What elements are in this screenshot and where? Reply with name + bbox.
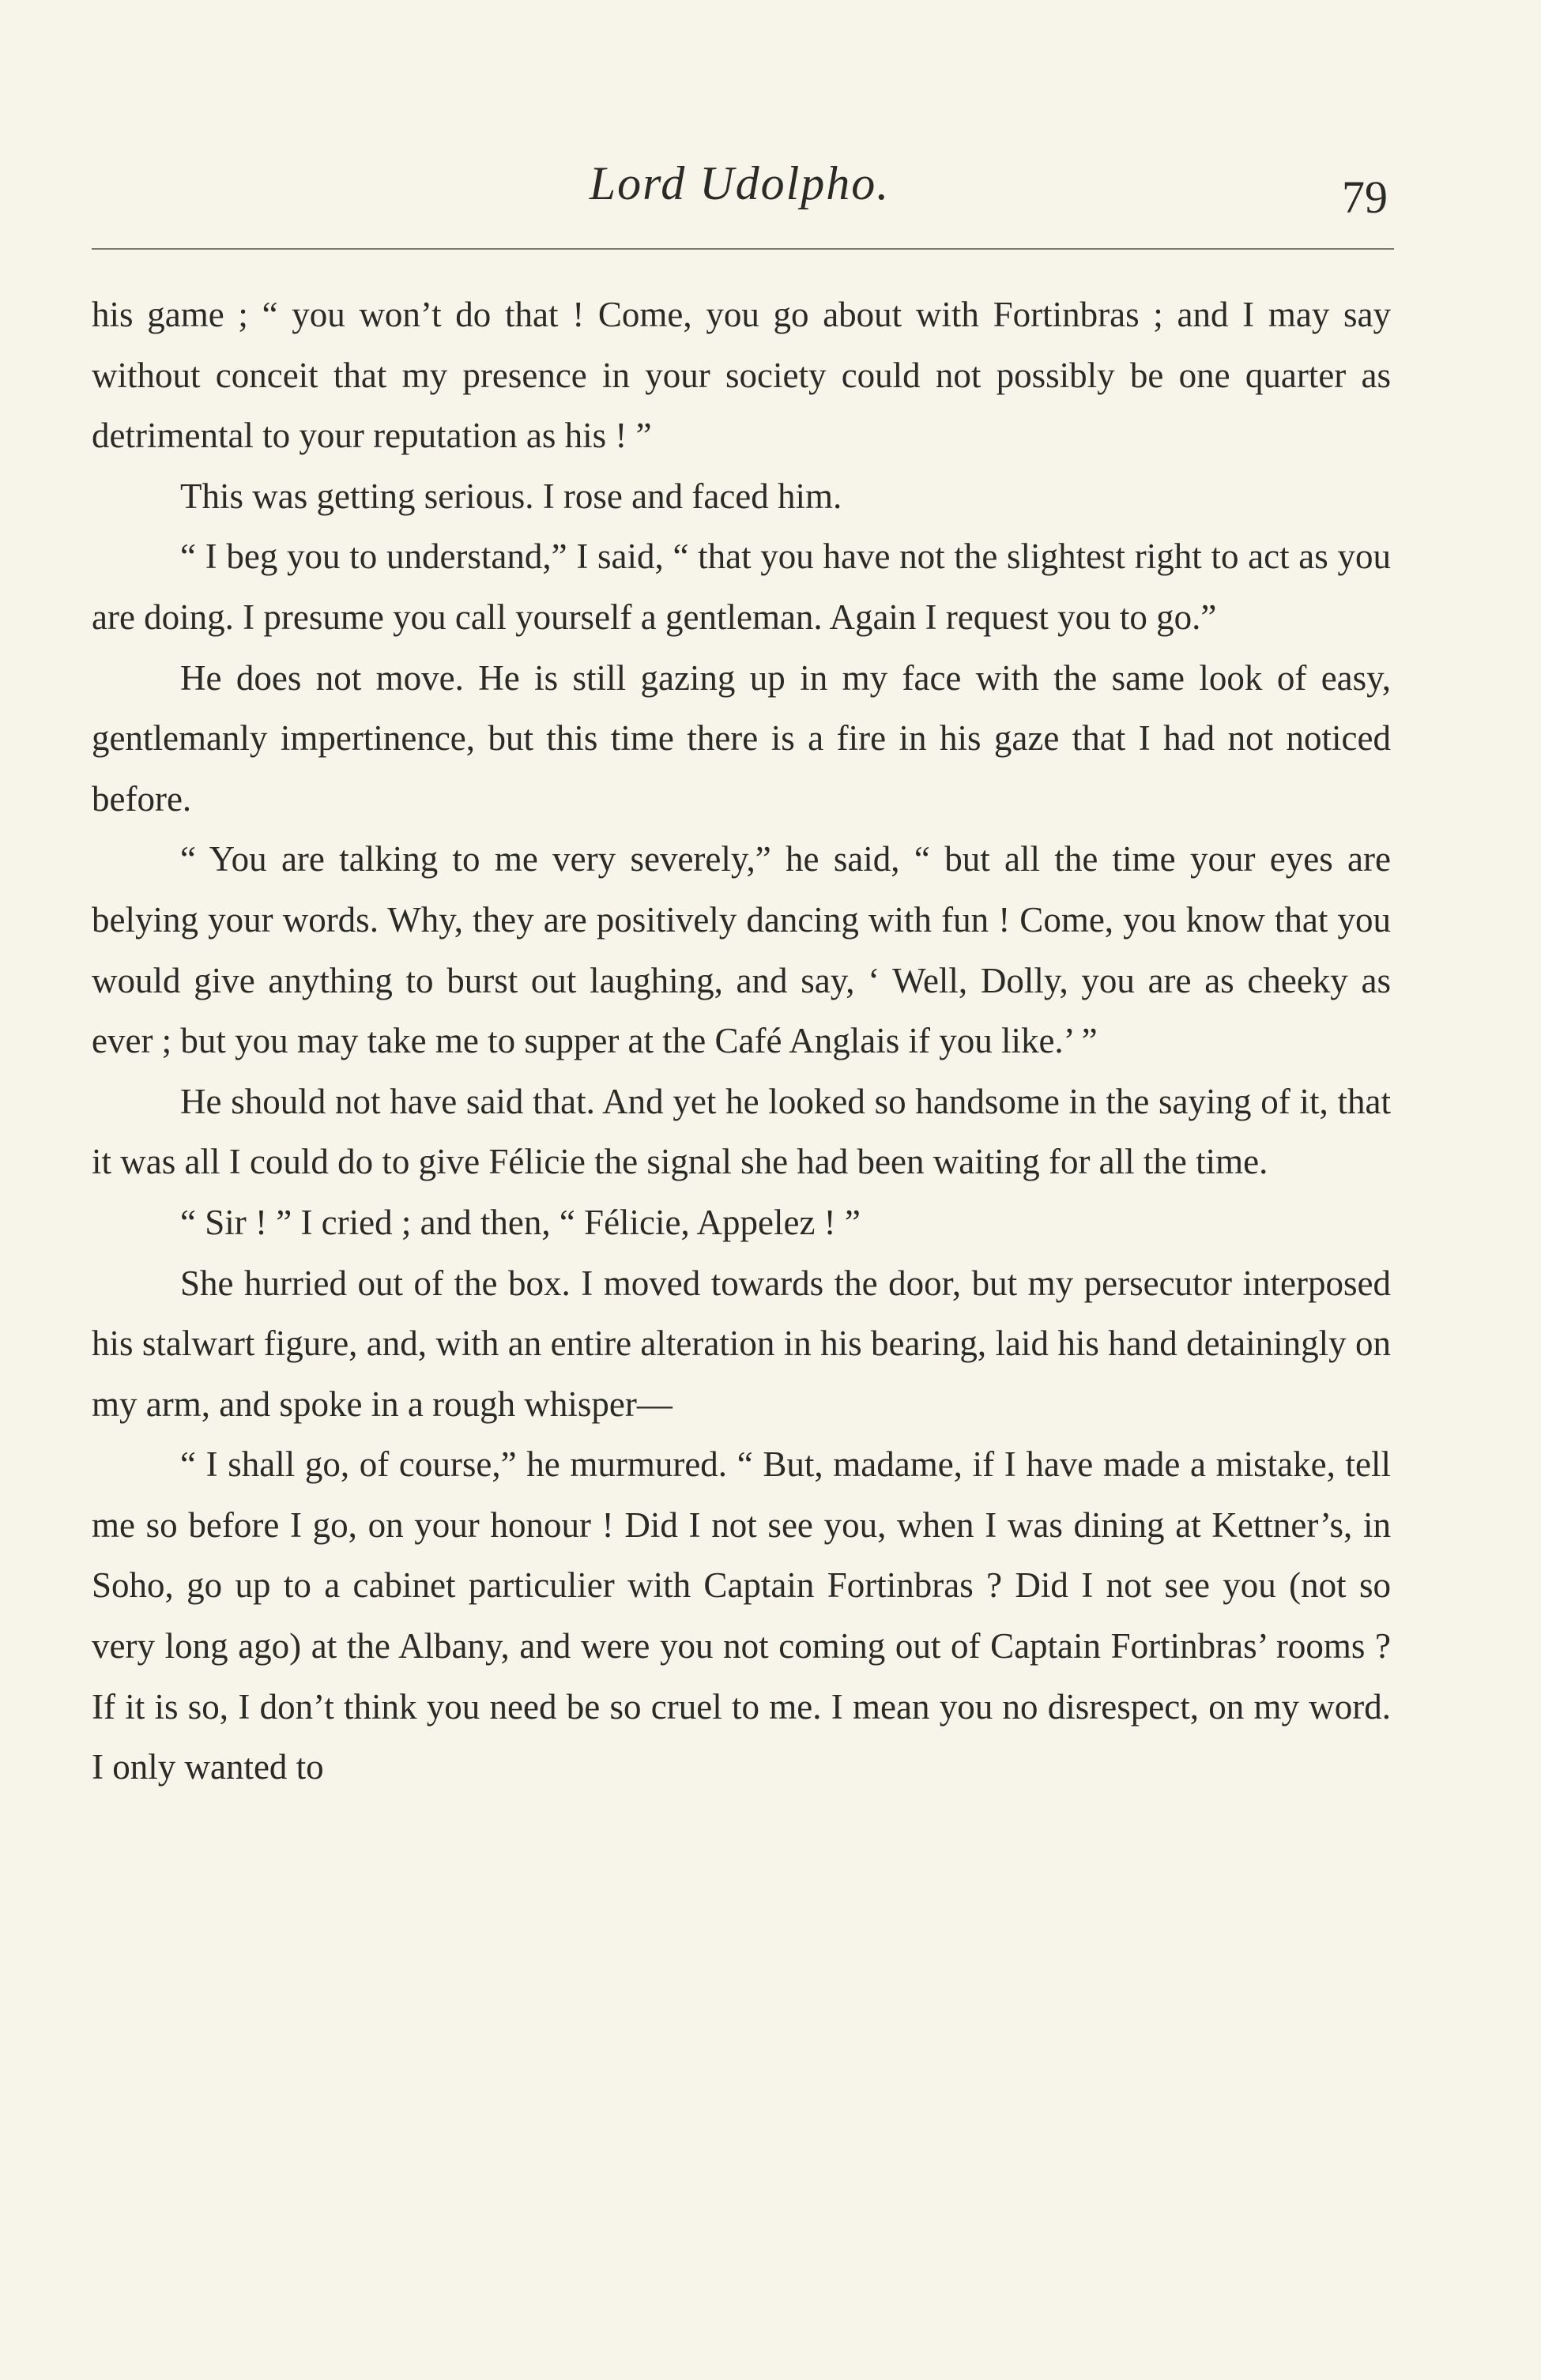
page-number: 79 xyxy=(1342,171,1388,223)
paragraph: This was getting serious. I rose and faced him. xyxy=(180,476,842,516)
paragraph: his game ; “ you won’t do that ! Come, you go about with Fortinbras ; and I may say without conceit that my presence in your society could not possibly be one quarter as detrimental to your reputation as his ! ” xyxy=(92,295,1391,456)
body-text xyxy=(92,284,1391,1798)
paragraph: He should not have said that. And yet he looked so handsome in the saying of it, that it was all I could do to give Félicie the signal she had been waiting for all the time. xyxy=(92,1081,1391,1182)
paragraph: “ I beg you to understand,” I said, “ that you have not the slightest right to act as you are doing. I presume you call yourself a gentleman. Again I request you to go.” xyxy=(92,537,1391,637)
paragraph: “ I shall go, of course,” he murmured. “ But, madame, if I have made a mistake, tell me so before I go, on your honour ! Did I not see you, when I was dining at Kettner’s, in Soho, go up to a cabinet particulier with Captain Fortinbras ? Did I not see you (not so very long ago) at the Albany, and were you not coming out of Captain Fortinbras’ rooms ? If it is so, I don’t think you need be so cruel to me. I mean you no disrespect, on my word. I only wanted to xyxy=(92,1444,1391,1787)
running-title: Lord Udolpho. xyxy=(589,157,891,209)
paragraph: “ You are talking to me very severely,” he said, “ but all the time your eyes are belying your words. Why, they are positively dancing with fun ! Come, you know that you would give anything to burst out laughing, and say, ‘ Well, Dolly, you are as cheeky as ever ; but you may take me to supper at the Café Anglais if you like.’ ” xyxy=(92,839,1391,1061)
paragraph: He does not move. He is still gazing up in my face with the same look of easy, gentlemanly impertinence, but this time there is a fire in his gaze that I had not noticed before. xyxy=(92,657,1391,819)
header-rule xyxy=(92,248,1394,250)
paragraph: “ Sir ! ” I cried ; and then, “ Félicie, Appelez ! ” xyxy=(180,1202,861,1242)
paragraph: She hurried out of the box. I moved towards the door, but my persecutor interposed his stalwart figure, and, with an entire alteration in his bearing, laid his hand detainingly on my arm, and spoke in a rough whisper— xyxy=(92,1263,1391,1424)
running-head xyxy=(92,156,1388,228)
